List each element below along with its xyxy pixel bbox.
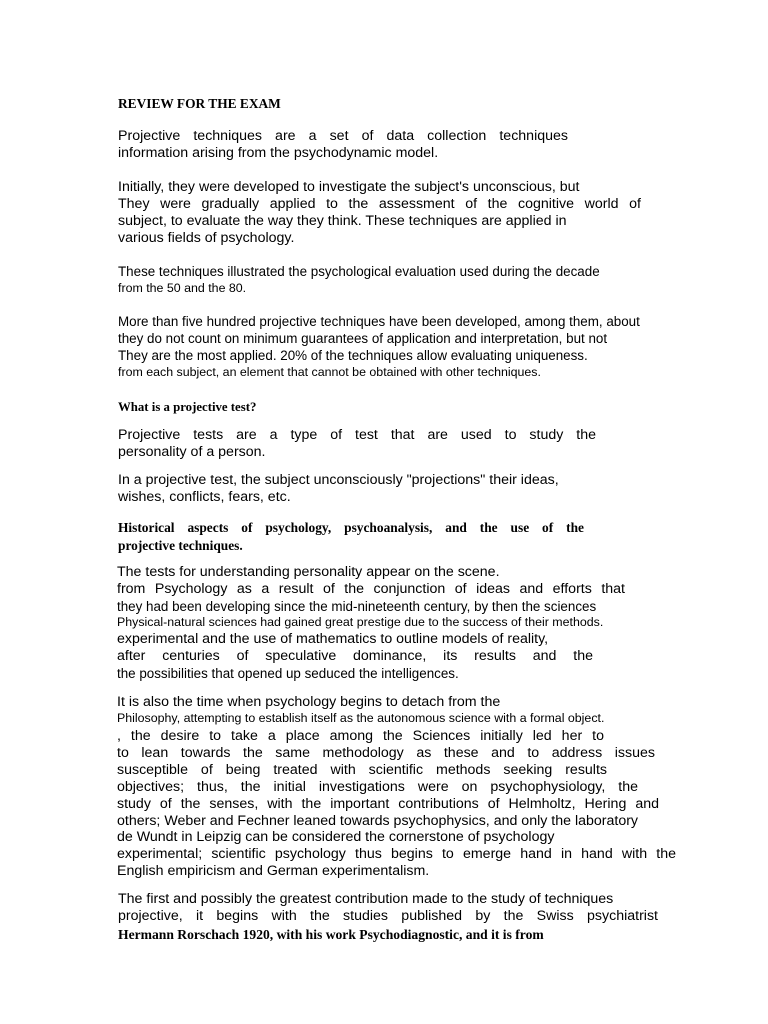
paragraph-line: others; Weber and Fechner leaned towards psychophysics, and only the laboratory [117, 813, 639, 829]
paragraph-line: It is also the time when psychology begins to detach from the [117, 694, 501, 710]
paragraph-line: More than five hundred projective techniques have been developed, among them, about [118, 314, 640, 329]
paragraph-line: objectives; thus, the initial investigations were on psychophysiology, the [117, 779, 638, 795]
section-heading: projective techniques. [118, 538, 243, 553]
paragraph-line: they do not count on minimum guarantees of application and interpretation, but not [118, 331, 608, 346]
paragraph-line: The first and possibly the greatest contribution made to the study of techniques [118, 891, 614, 907]
section-heading: Historical aspects of psychology, psychoanalysis, and the use of the [118, 520, 584, 535]
paragraph-line: information arising from the psychodynamic model. [118, 145, 439, 161]
page-title: REVIEW FOR THE EXAM [118, 96, 281, 111]
paragraph-line: Projective tests are a type of test that are used to study the [118, 427, 596, 443]
paragraph-line: the possibilities that opened up seduced the intelligences. [117, 666, 459, 681]
paragraph-line: , the desire to take a place among the Sciences initially led her to [117, 728, 604, 744]
paragraph-line: wishes, conflicts, fears, etc. [118, 489, 291, 505]
paragraph-line: to lean towards the same methodology as these and to address issues [117, 745, 655, 761]
paragraph-line: from Psychology as a result of the conjunction of ideas and efforts that [117, 581, 625, 597]
paragraph-line: study of the senses, with the important contributions of Helmholtz, Hering and [117, 796, 659, 812]
paragraph-line: They were gradually applied to the assessment of the cognitive world of [118, 196, 641, 212]
paragraph-line: they had been developing since the mid-nineteenth century, by then the sciences [117, 599, 597, 614]
paragraph-line: Philosophy, attempting to establish itself as the autonomous science with a formal object. [117, 711, 605, 725]
paragraph-line: from the 50 and the 80. [118, 281, 247, 295]
paragraph-line: personality of a person. [118, 444, 266, 460]
paragraph-line: susceptible of being treated with scientific methods seeking results [117, 762, 607, 778]
paragraph-line: Projective techniques are a set of data collection techniques [118, 128, 568, 144]
paragraph-line: In a projective test, the subject unconsciously "projections" their ideas, [118, 472, 559, 488]
paragraph-line: Physical-natural sciences had gained great prestige due to the success of their methods. [117, 615, 604, 629]
paragraph-line: after centuries of speculative dominance, its results and the [117, 648, 593, 664]
paragraph-line: de Wundt in Leipzig can be considered the cornerstone of psychology [117, 829, 555, 845]
paragraph-line: They are the most applied. 20% of the techniques allow evaluating uniqueness. [118, 348, 588, 363]
paragraph-line: These techniques illustrated the psychological evaluation used during the decade [118, 264, 600, 279]
paragraph-line: from each subject, an element that cannot be obtained with other techniques. [118, 365, 541, 379]
paragraph-line: The tests for understanding personality appear on the scene. [117, 564, 500, 580]
paragraph-line: experimental; scientific psychology thus begins to emerge hand in hand with the [117, 846, 676, 862]
paragraph-line: English empiricism and German experimentalism. [117, 863, 430, 879]
section-heading: What is a projective test? [118, 400, 257, 414]
paragraph-line: Hermann Rorschach 1920, with his work Psychodiagnostic, and it is from [118, 927, 544, 942]
paragraph-line: experimental and the use of mathematics to outline models of reality, [117, 631, 549, 647]
paragraph-line: various fields of psychology. [118, 230, 295, 246]
paragraph-line: subject, to evaluate the way they think. These techniques are applied in [118, 213, 567, 229]
paragraph-line: projective, it begins with the studies published by the Swiss psychiatrist [118, 908, 658, 924]
paragraph-line: Initially, they were developed to investigate the subject's unconscious, but [118, 179, 580, 195]
